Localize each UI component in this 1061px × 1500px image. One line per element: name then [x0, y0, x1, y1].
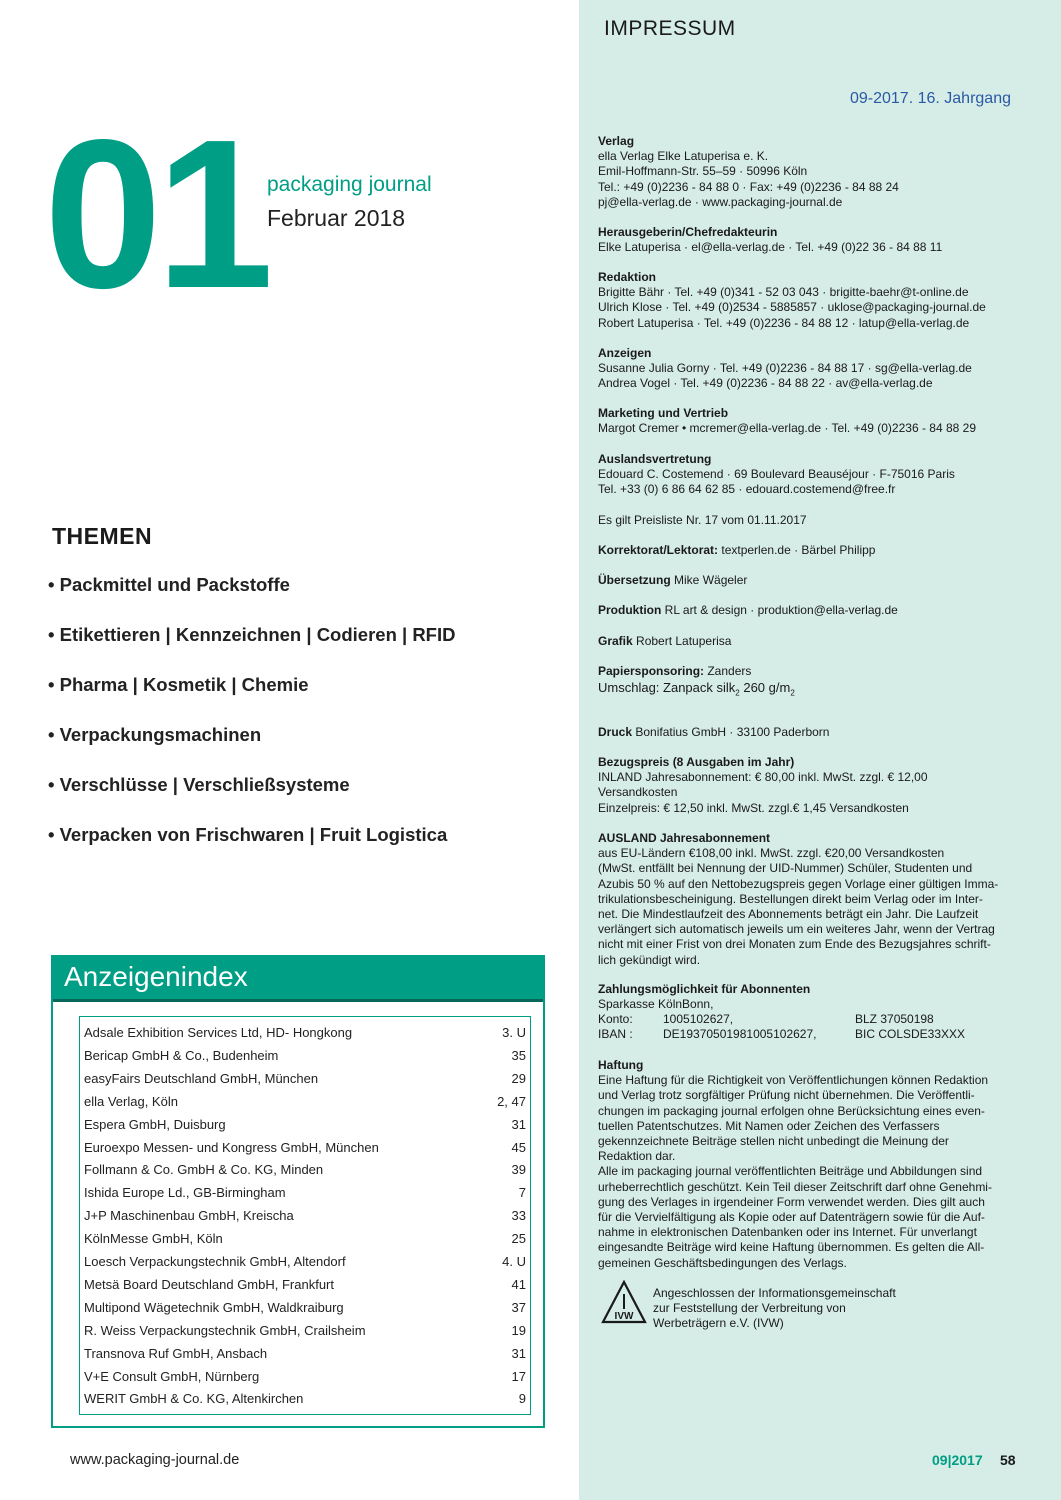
- themen-item: • Verpackungsmachinen: [48, 724, 262, 745]
- ausland-abo-heading: AUSLAND Jahresabonnement: [598, 831, 771, 845]
- korrektorat-line: [598, 543, 1023, 558]
- anzeigenindex-title: Anzeigenindex: [64, 961, 248, 992]
- advertiser-name: Euroexpo Messen- und Kongress GmbH, München: [84, 1139, 379, 1155]
- ausland-abo-line: lich gekündigt wird.: [598, 952, 701, 967]
- anzeigen-heading: Anzeigen: [598, 346, 652, 360]
- anzeigenindex-box: [51, 955, 545, 1428]
- advertiser-name: Loesch Verpackungstechnik GmbH, Altendorf: [84, 1254, 346, 1269]
- advertiser-page: 29: [511, 1070, 526, 1086]
- anzeigenindex-row: [84, 1227, 526, 1250]
- themen-item: • Pharma | Kosmetik | Chemie: [48, 674, 309, 695]
- zahlung-bank: Sparkasse KölnBonn,: [598, 997, 714, 1012]
- papier-label: Papiersponsoring:: [598, 664, 705, 678]
- advertiser-name: Follmann & Co. GmbH & Co. KG, Minden: [84, 1162, 324, 1178]
- uebersetzung-line: [598, 573, 1023, 588]
- advertiser-page: 25: [511, 1231, 526, 1247]
- anzeigenindex-row: [84, 1158, 526, 1181]
- redaktion-section: [598, 270, 1023, 331]
- bezugspreis-line: INLAND Jahresabonnement: € 80,00 inkl. MwSt. zzgl. € 12,00: [598, 770, 928, 785]
- anzeigenindex-row: [84, 1090, 526, 1113]
- advertiser-page: 41: [511, 1276, 526, 1292]
- marketing-line: Margot Cremer • mcremer@ella-verlag.de · Tel. +49 (0)2236 - 84 88 29: [598, 421, 976, 436]
- issue-number: 01: [44, 95, 268, 332]
- haftung-line: tuellen Patentschutzes. Mit Namen oder Zeichen des Verfassers: [598, 1118, 940, 1133]
- anzeigenindex-row: [84, 1067, 526, 1090]
- redaktion-line: Ulrich Klose · Tel. +49 (0)2534 - 5885857 · uklose@packaging-journal.de: [598, 300, 986, 315]
- advertiser-name: V+E Consult GmbH, Nürnberg: [84, 1368, 260, 1384]
- marketing-heading: Marketing und Vertrieb: [598, 406, 729, 420]
- advertiser-name: Espera GmbH, Duisburg: [84, 1116, 226, 1132]
- ausland-abo-section: [598, 831, 1023, 968]
- advertiser-name: Ishida Europe Ld., GB-Birmingham: [84, 1185, 286, 1201]
- auslandsvertretung-line: Tel. +33 (0) 6 86 64 62 85 · edouard.costemend@free.fr: [598, 482, 896, 497]
- advertiser-page: 2, 47: [497, 1093, 526, 1109]
- advertiser-page: 33: [511, 1208, 526, 1224]
- verlag-line: ella Verlag Elke Latuperisa e. K.: [598, 149, 769, 164]
- advertiser-page: 4. U: [502, 1254, 526, 1269]
- anzeigenindex-row: [84, 1021, 526, 1044]
- themen-heading: THEMEN: [52, 523, 153, 549]
- anzeigenindex-row: [84, 1136, 526, 1159]
- anzeigenindex-row: [84, 1365, 526, 1388]
- anzeigenindex-row: [84, 1296, 526, 1319]
- konto-value: 1005102627,: [663, 1012, 734, 1026]
- umschlag-weight: 260 g/m: [739, 680, 791, 696]
- korrektorat-value: textperlen.de · Bärbel Philipp: [718, 543, 876, 557]
- verlag-heading: Verlag: [598, 134, 635, 148]
- haftung-line: chungen im packaging journal erfolgen ohne Berücksichtung eines even-: [598, 1103, 985, 1118]
- advertiser-page: 19: [511, 1322, 526, 1338]
- ausland-abo-line: nicht mit einer Frist von drei Monaten zum Ende des Bezugsjahres schrift-: [598, 937, 991, 952]
- haftung-line: Redaktion dar.: [598, 1149, 676, 1164]
- haftung-section: [598, 1058, 1023, 1271]
- svg-text:IVW: IVW: [614, 1311, 634, 1322]
- advertiser-name: Bericap GmbH & Co., Budenheim: [84, 1047, 279, 1063]
- advertiser-page: 31: [511, 1116, 526, 1132]
- anzeigenindex-row: [84, 1250, 526, 1273]
- themen-item: • Verpacken von Frischwaren | Fruit Logistica: [48, 824, 448, 845]
- themen-list: [48, 573, 456, 873]
- produktion-line: [598, 603, 1023, 618]
- auslandsvertretung-section: [598, 452, 1023, 498]
- papier-section: [598, 664, 1023, 701]
- journal-name: packaging journal: [267, 173, 432, 196]
- ausland-abo-line: Azubis 50 % auf den Nettobezugspreis gegen Vorlage einer gültigen Imma-: [598, 876, 999, 891]
- advertiser-name: Transnova Ruf GmbH, Ansbach: [84, 1345, 268, 1361]
- grafik-line: [598, 634, 1023, 649]
- bezugspreis-line: Versandkosten: [598, 785, 678, 800]
- haftung-line: nahme in elektronischen Datenbanken oder ins Internet. Für unverlangt: [598, 1225, 977, 1240]
- advertiser-page: 31: [511, 1345, 526, 1361]
- themen-item: • Etikettieren | Kennzeichnen | Codieren | RFID: [48, 624, 456, 645]
- ausland-abo-line: trikulationsbescheinigung. Bestellungen direkt beim Verlag oder im Inter-: [598, 891, 983, 906]
- anzeigen-line: Susanne Julia Gorny · Tel. +49 (0)2236 - 84 88 17 · sg@ella-verlag.de: [598, 361, 972, 376]
- ausland-abo-line: (MwSt. entfällt bei Nennung der UID-Nummer) Schüler, Studenten und: [598, 861, 973, 876]
- haftung-line: für die Vervielfältigung als Kopie oder auf Datenträgern sowie für die Auf-: [598, 1210, 985, 1225]
- herausgeber-line: Elke Latuperisa · el@ella-verlag.de · Tel. +49 (0)22 36 - 84 88 11: [598, 240, 943, 255]
- footer-issue: 09|2017: [932, 1452, 983, 1468]
- druck-line: [598, 725, 1023, 740]
- auslandsvertretung-heading: Auslandsvertretung: [598, 452, 712, 466]
- haftung-line: Alle im packaging journal veröffentlichten Beiträge und Abbildungen sind: [598, 1164, 983, 1179]
- konto-label: Konto:: [598, 1012, 633, 1026]
- anzeigenindex-header: [53, 957, 543, 1002]
- verlag-line: Emil-Hoffmann-Str. 55–59 · 50996 Köln: [598, 164, 808, 179]
- produktion-label: Produktion: [598, 603, 662, 617]
- blz-value: BLZ 37050198: [855, 1012, 934, 1026]
- papier-line: [598, 664, 1023, 679]
- iban-value: DE19370501981005102627,: [663, 1027, 817, 1041]
- redaktion-line: Robert Latuperisa · Tel. +49 (0)2236 - 84 88 12 · latup@ella-verlag.de: [598, 315, 970, 330]
- advertiser-page: 37: [511, 1299, 526, 1315]
- ivw-text: [653, 1286, 896, 1332]
- advertiser-page: 3. U: [502, 1025, 526, 1040]
- uebersetzung-label: Übersetzung: [598, 573, 671, 587]
- haftung-line: gekennzeichnete Beiträge stellen nicht unbedingt die Meinung der: [598, 1134, 949, 1149]
- advertiser-name: Metsä Board Deutschland GmbH, Frankfurt: [84, 1276, 334, 1292]
- iban-label: IBAN :: [598, 1027, 633, 1041]
- page-number: 58: [1000, 1452, 1016, 1468]
- advertiser-page: 45: [511, 1139, 526, 1155]
- redaktion-heading: Redaktion: [598, 270, 657, 284]
- herausgeber-heading: Herausgeberin/Chefredakteurin: [598, 225, 778, 239]
- advertiser-name: WERIT GmbH & Co. KG, Altenkirchen: [84, 1391, 304, 1407]
- ausland-abo-line: net. Die Mindestlaufzeit des Abonnements beträgt ein Jahr. Die Laufzeit: [598, 907, 979, 922]
- anzeigenindex-row: [84, 1319, 526, 1342]
- umschlag-sub: 2: [735, 688, 740, 698]
- grafik-value: Robert Latuperisa: [632, 634, 732, 648]
- papier-value: Zanders: [704, 664, 752, 678]
- advertiser-page: 17: [511, 1368, 526, 1384]
- edition-label: 09-2017. 16. Jahrgang: [849, 90, 1011, 107]
- haftung-line: und Verlag trotz sorgfältiger Prüfung nicht übernehmen. Die Veröffentli-: [598, 1088, 975, 1103]
- haftung-line: Eine Haftung für die Richtigkeit von Veröffentlichungen können Redaktion: [598, 1073, 989, 1088]
- haftung-heading: Haftung: [598, 1058, 644, 1072]
- ivw-line: zur Feststellung der Verbreitung von: [653, 1301, 846, 1316]
- footer-url[interactable]: www.packaging-journal.de: [70, 1452, 240, 1468]
- ivw-triangle-icon: [601, 1280, 647, 1324]
- anzeigen-section: [598, 346, 1023, 392]
- ivw-line: Angeschlossen der Informationsgemeinschaft: [653, 1286, 896, 1300]
- ausland-abo-line: aus EU-Ländern €108,00 inkl. MwSt. zzgl. €20,00 Versandkosten: [598, 846, 945, 861]
- anzeigenindex-row: [84, 1204, 526, 1227]
- zahlung-heading: Zahlungsmöglichkeit für Abonnenten: [598, 982, 811, 996]
- themen-item: • Verschlüsse | Verschließsysteme: [48, 774, 350, 795]
- bezugspreis-heading: Bezugspreis (8 Ausgaben im Jahr): [598, 755, 795, 769]
- advertiser-name: easyFairs Deutschland GmbH, München: [84, 1070, 319, 1086]
- druck-label: Druck: [598, 725, 633, 739]
- bezugspreis-line: Einzelpreis: € 12,50 inkl. MwSt. zzgl.€ 1,45 Versandkosten: [598, 800, 909, 815]
- anzeigenindex-list: [79, 1016, 531, 1415]
- redaktion-line: Brigitte Bähr · Tel. +49 (0)341 - 52 03 043 · brigitte-baehr@t-online.de: [598, 285, 969, 300]
- anzeigenindex-row: [84, 1181, 526, 1204]
- anzeigen-line: Andrea Vogel · Tel. +49 (0)2236 - 84 88 22 · av@ella-verlag.de: [598, 376, 933, 391]
- haftung-line: urheberrechtlich geschützt. Kein Teil dieser Zeitschrift darf ohne Genehmi-: [598, 1179, 992, 1194]
- advertiser-name: R. Weiss Verpackungstechnik GmbH, Crailsheim: [84, 1322, 366, 1338]
- advertiser-page: 9: [518, 1391, 526, 1407]
- haftung-line: gemeinen Geschäftsbedingungen des Verlags.: [598, 1255, 847, 1270]
- anzeigenindex-row: [84, 1342, 526, 1365]
- advertiser-name: Adsale Exhibition Services Ltd, HD- Hongkong: [84, 1025, 353, 1040]
- druck-value: Bonifatius GmbH · 33100 Paderborn: [632, 725, 830, 739]
- ausland-abo-line: verlängert sich automatisch jeweils um ein weiteres Jahr, wenn der Vertrag: [598, 922, 995, 937]
- korrektorat-label: Korrektorat/Lektorat:: [598, 543, 719, 557]
- umschlag-line: [598, 680, 1023, 701]
- marketing-section: [598, 406, 1023, 436]
- zahlung-section: [598, 982, 1023, 1012]
- ivw-line: Werbeträgern e.V. (IVW): [653, 1316, 784, 1331]
- advertiser-name: KölnMesse GmbH, Köln: [84, 1231, 223, 1247]
- advertiser-page: 35: [511, 1047, 526, 1063]
- haftung-line: gung des Verlages in irgendeiner Form verwendet werden. Dies gilt auch: [598, 1194, 985, 1209]
- auslandsvertretung-line: Edouard C. Costemend · 69 Boulevard Beauséjour · F-75016 Paris: [598, 467, 955, 482]
- bic-value: BIC COLSDE33XXX: [855, 1027, 966, 1041]
- verlag-section: [598, 134, 1023, 210]
- umschlag-unit-exp: 2: [790, 688, 795, 698]
- advertiser-page: 39: [511, 1162, 526, 1178]
- grafik-label: Grafik: [598, 634, 633, 648]
- umschlag-text: Umschlag: Zanpack silk: [598, 680, 736, 696]
- anzeigenindex-row: [84, 1273, 526, 1296]
- themen-item: • Packmittel und Packstoffe: [48, 574, 290, 595]
- preisliste-note: Es gilt Preisliste Nr. 17 vom 01.11.2017: [598, 513, 807, 527]
- haftung-line: eingesandte Beiträge wird keine Haftung übernommen. Es gelten die All-: [598, 1240, 985, 1255]
- verlag-line: pj@ella-verlag.de · www.packaging-journal.de: [598, 194, 843, 209]
- impressum-title: IMPRESSUM: [604, 17, 736, 40]
- produktion-value: RL art & design · produktion@ella-verlag.de: [661, 603, 898, 617]
- anzeigenindex-row: [84, 1113, 526, 1136]
- ivw-logo: [601, 1280, 647, 1324]
- anzeigenindex-row: [84, 1387, 526, 1410]
- herausgeber-section: [598, 225, 1023, 255]
- anzeigenindex-row: [84, 1044, 526, 1067]
- bezugspreis-section: [598, 755, 1023, 816]
- advertiser-name: ella Verlag, Köln: [84, 1093, 178, 1109]
- issue-date: Februar 2018: [267, 205, 406, 231]
- advertiser-page: 7: [518, 1185, 526, 1201]
- advertiser-name: J+P Maschinenbau GmbH, Kreischa: [84, 1208, 294, 1224]
- advertiser-name: Multipond Wägetechnik GmbH, Waldkraiburg: [84, 1299, 344, 1315]
- verlag-line: Tel.: +49 (0)2236 - 84 88 0 · Fax: +49 (0)2236 - 84 88 24: [598, 179, 899, 194]
- uebersetzung-value: Mike Wägeler: [670, 573, 748, 587]
